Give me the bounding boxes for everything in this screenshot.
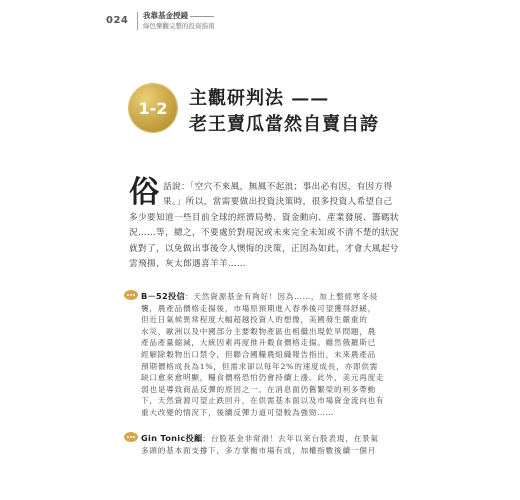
comment-first-line bbox=[124, 290, 394, 303]
comment-line: 缺口愈來愈明顯，糧食價格恐怕仍會持續上漲。此外，美元再度走 bbox=[141, 373, 385, 383]
comment-line: ：天然資源基金有夠好！因為……，加上整經寒冬侵 bbox=[185, 292, 379, 301]
book-title bbox=[143, 10, 214, 21]
drop-cap: 俗 bbox=[129, 175, 159, 210]
book-title-dash bbox=[190, 16, 214, 17]
comment-line: 重大改變的情況下，後續反彈力道可望較為強勁…… bbox=[141, 407, 335, 417]
book-subtitle: 綠色樂觀完整的投資指南 bbox=[143, 22, 215, 30]
body-paragraph bbox=[129, 175, 399, 272]
body-line: 果。」所以，當需要做出投資決策時，很多投資人希望自己 bbox=[163, 197, 393, 208]
speaker-name: B－52投信 bbox=[141, 291, 185, 301]
speaker-name: Gin Tonic投顧 bbox=[141, 433, 203, 443]
page-number: 024 bbox=[106, 15, 129, 26]
comment-line: 水災，歐洲以及中國部分主要穀物產區也相繼出現乾旱問題，農 bbox=[141, 326, 377, 336]
comment-line: 經解除穀物出口禁令，但聯合國糧農組織報告指出，未來農產品 bbox=[141, 349, 377, 359]
comment-line: 弱也是導致商品反彈的原因之一。在消息面仍舊繁榮的利多帶動 bbox=[141, 384, 377, 394]
comment-line: 襲，農產品價格走揚後，市場原預期進入春季後可望獲得舒緩， bbox=[141, 303, 377, 313]
comment-line: 預期價格成長為1%，但需求卻以每年2%的速度成長，亦即供需 bbox=[141, 361, 379, 371]
body-line: 雲飛揚，灰太郎遇喜羊羊…… bbox=[129, 259, 246, 270]
section-number-badge: 1-2 bbox=[129, 84, 177, 132]
body-line: 況……等，總之，不要處於對現況或未來完全未知或不清不楚的狀況 bbox=[129, 228, 399, 239]
speech-bubble-icon bbox=[124, 432, 138, 442]
comment-line: ：台股基金非常滑！去年以來台股表現，在景氣 bbox=[202, 434, 379, 443]
running-head-divider bbox=[137, 12, 138, 30]
book-title-text: 我靠基金授錢 bbox=[143, 11, 188, 20]
body-line: 話說：「空穴不來風，無風不起浪；事出必有因，有因方得 bbox=[163, 182, 393, 192]
comment-line: 但近日氣候異常程度大幅超越投資人的想像，美國發生嚴重的 bbox=[141, 315, 368, 325]
section-title-line-1: 主觀研判法 —— bbox=[189, 88, 330, 109]
body-line: 就對了，以免做出事後令人懊悔的決策，正因為如此，才會大風起兮 bbox=[129, 243, 399, 254]
section-title-line-2: 老王賣瓜當然自賣自誇 bbox=[189, 114, 379, 135]
comment-line: 產品產量縮減，大統因素再度推升穀食價格走揚。雖然俄羅斯已 bbox=[141, 338, 377, 348]
comment-line: 下，天然資源可望止跌回升，在供需基本面以及市場資金流向也有 bbox=[141, 396, 385, 406]
comment-block-b52 bbox=[124, 290, 394, 419]
comment-line: 多頭的基本面支撐下，多方掌衡市場有成，加權指數後續一個月 bbox=[141, 445, 377, 455]
body-line: 多少要知道一些目前全球的經濟局勢、資金動向、產業發展、籌碼狀 bbox=[129, 212, 399, 223]
speech-bubble-icon bbox=[124, 290, 138, 300]
comment-block-gin-tonic bbox=[124, 432, 394, 456]
comment-first-line bbox=[124, 432, 394, 445]
